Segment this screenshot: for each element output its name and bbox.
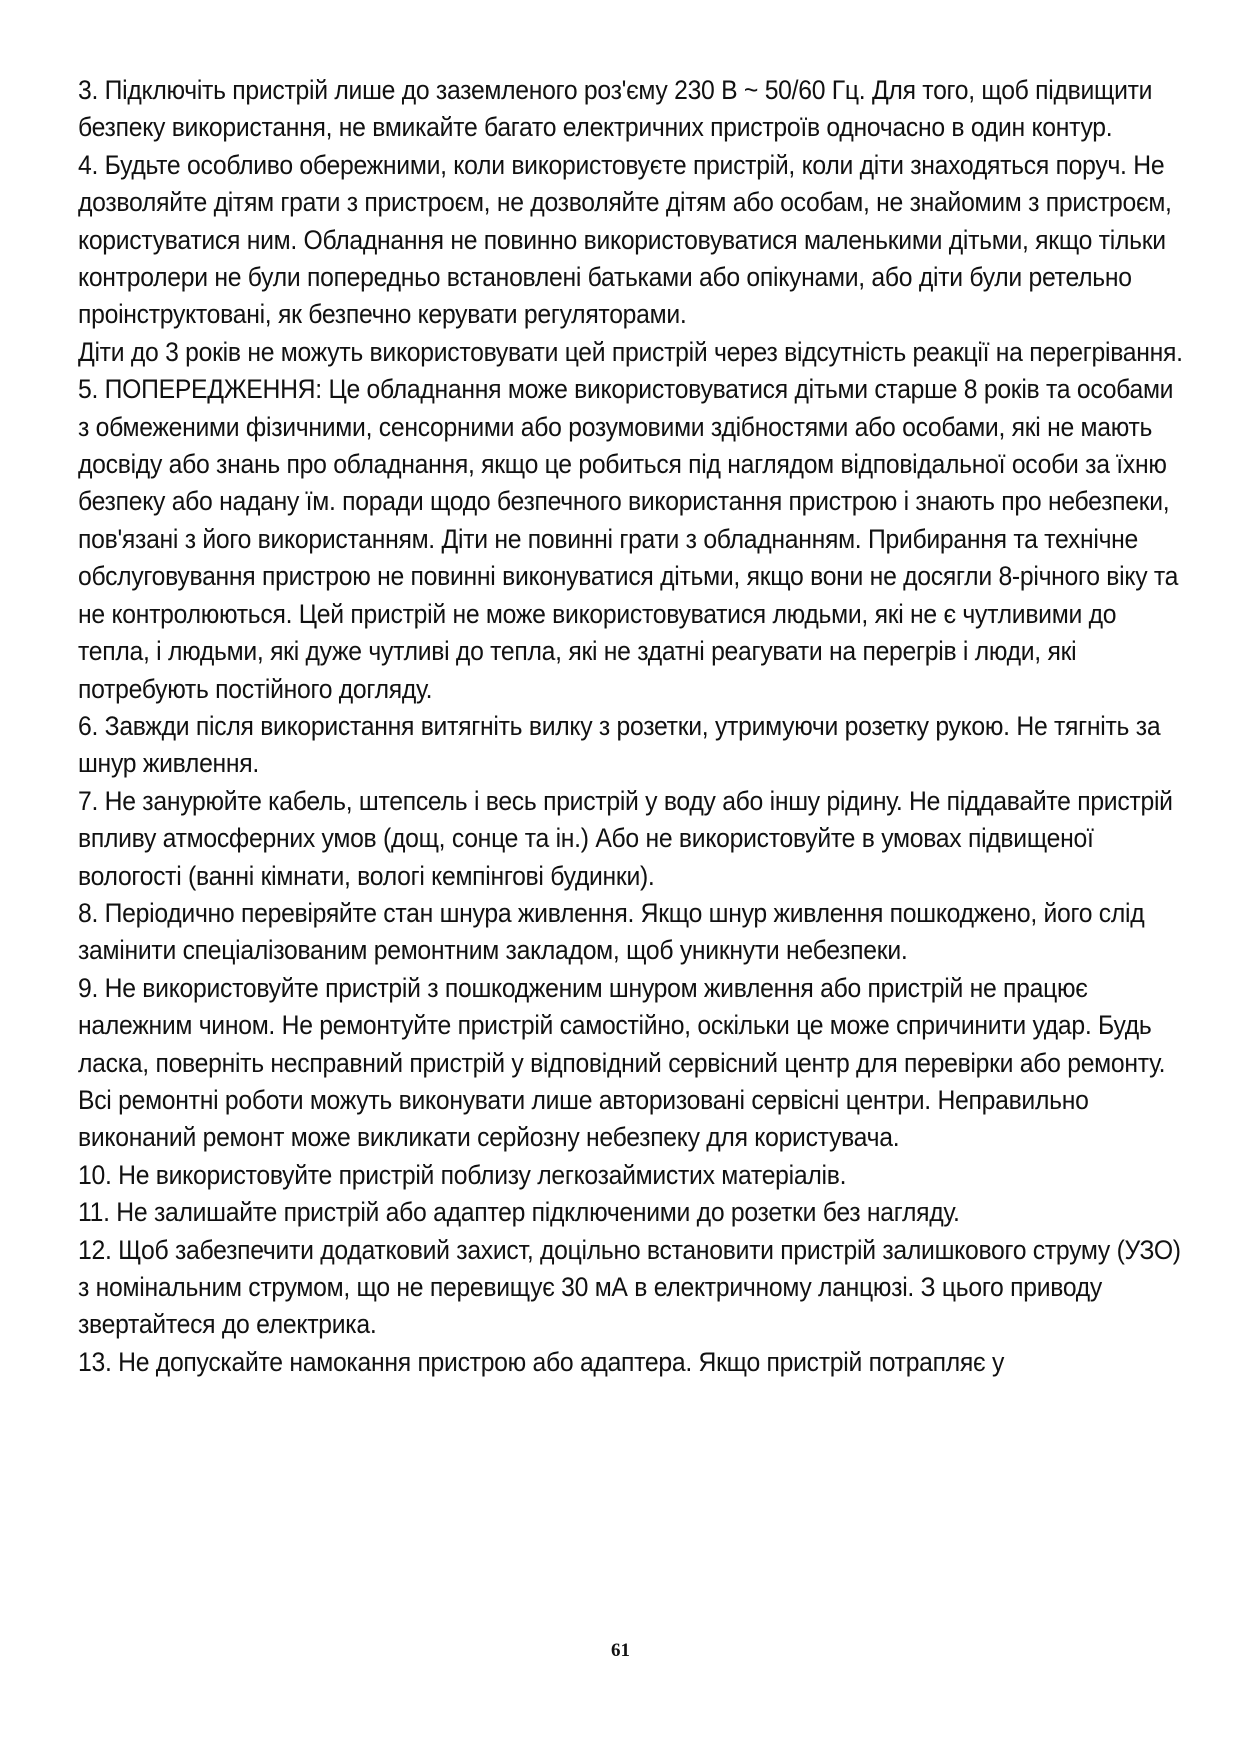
safety-item-12: 12. Щоб забезпечити додатковий захист, доцільно встановити пристрій залишкового струму (УЗО) з номінальним струмом, що не перевищує 30 мА в електричному ланцюзі. З цього приводу звертайтеся до електрика. (78, 1234, 1181, 1340)
safety-item-10: 10. Не використовуйте пристрій поблизу легкозаймистих матеріалів. (78, 1159, 847, 1190)
safety-item-7: 7. Не занурюйте кабель, штепсель і весь пристрій у воду або іншу рідину. Не піддавайте пристрій впливу атмосферних умов (дощ, сонце та ін.) Або не використовуйте в умовах підвищеної вологості (ванні кімнати, вологі кемпінгові будинки). (78, 785, 1173, 891)
safety-item-3: 3. Підключіть пристрій лише до заземленого роз'єму 230 В ~ 50/60 Гц. Для того, щоб підвищити безпеку використання, не вмикайте багато електричних пристроїв одночасно в один контур. (78, 75, 1153, 143)
safety-item-13: 13. Не допускайте намокання пристрою або адаптера. Якщо пристрій потрапляє у (78, 1346, 1005, 1377)
safety-item-4: 4. Будьте особливо обережними, коли використовуєте пристрій, коли діти знаходяться поруч. Не дозволяйте дітям грати з пристроєм, не дозволяйте дітям або особам, не знайомим з пристроєм, користуватися ним. Обладнання не повинно використовуватися маленькими дітьми, якщо тільки контролери не були попередньо встановлені батьками або опікунами, або діти були ретельно проінструктовані, як безпечно керувати регуляторами. (78, 149, 1172, 330)
page-body (78, 72, 1183, 1381)
safety-note-age-limit: Діти до 3 років не можуть використовувати цей пристрій через відсутність реакції на перегрівання. (78, 336, 1183, 367)
safety-item-11: 11. Не залишайте пристрій або адаптер підключеними до розетки без нагляду. (78, 1197, 960, 1228)
page-number: 61 (611, 1640, 630, 1661)
safety-item-6: 6. Завжди після використання витягніть вилку з розетки, утримуючи розетку рукою. Не тягніть за шнур живлення. (78, 710, 1161, 779)
safety-item-8: 8. Періодично перевіряйте стан шнура живлення. Якщо шнур живлення пошкоджено, його слід замінити спеціалізованим ремонтним закладом, щоб уникнути небезпеки. (78, 897, 1145, 966)
safety-item-9: 9. Не використовуйте пристрій з пошкодженим шнуром живлення або пристрій не працює належним чином. Не ремонтуйте пристрій самостійно, оскільки це може спричинити удар. Будь ласка, поверніть несправний пристрій у відповідний сервісний центр для перевірки або ремонту. Всі ремонтні роботи можуть виконувати лише авторизовані сервісні центри. Неправильно виконаний ремонт може викликати серйозну небезпеку для користувача. (78, 972, 1166, 1153)
safety-item-5-warning: 5. ПОПЕРЕДЖЕННЯ: Це обладнання може використовуватися дітьми старше 8 років та особами з обмеженими фізичними, сенсорними або розумовими здібностями або особами, які не мають досвіду або знань про обладнання, якщо це робиться під наглядом відповідальної особи за їхню безпеку або надану їм. поради щодо безпечного використання пристрою і знають про небезпеки, пов'язані з його використанням. Діти не повинні грати з обладнанням. Прибирання та технічне обслуговування пристрою не повинні виконуватися дітьми, якщо вони не досягли 8-річного віку та не контролюються. Цей пристрій не може використовуватися людьми, які не є чутливими до тепла, і людьми, які дуже чутливі до тепла, які не здатні реагувати на перегрів і люди, які потребують постійного догляду. (78, 374, 1179, 704)
